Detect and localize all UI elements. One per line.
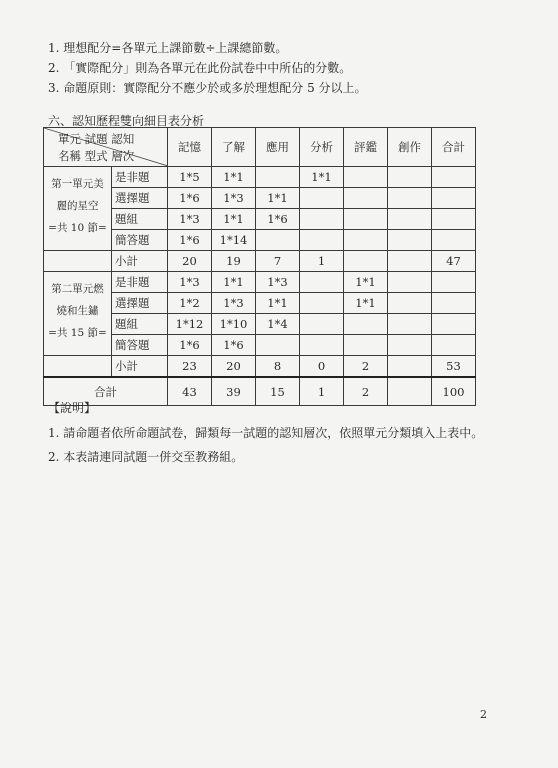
value-cell	[300, 335, 344, 356]
value-cell: 1	[300, 251, 344, 272]
unit-name-line: 麗的星空	[56, 200, 99, 212]
value-cell: 20	[212, 356, 256, 378]
value-cell: 47	[432, 251, 476, 272]
value-cell: 19	[212, 251, 256, 272]
value-cell	[388, 188, 432, 209]
value-cell: 1*6	[212, 335, 256, 356]
question-type-cell: 是非題	[112, 272, 168, 293]
question-type-cell: 小計	[112, 251, 168, 272]
value-cell: 1*6	[256, 209, 300, 230]
value-cell: 1*1	[344, 293, 388, 314]
value-cell	[432, 272, 476, 293]
subtotal-row	[44, 356, 476, 378]
value-cell	[300, 293, 344, 314]
value-cell: 1*1	[212, 209, 256, 230]
header-corner-top: 單元 試題 認知	[58, 132, 135, 146]
question-type-cell: 小計	[112, 356, 168, 378]
blank-cell	[44, 251, 112, 272]
value-cell	[344, 314, 388, 335]
value-cell: 1*14	[212, 230, 256, 251]
blank-cell	[44, 356, 112, 378]
section-title: 六、認知歷程雙向細目表分析	[48, 114, 205, 128]
value-cell	[256, 335, 300, 356]
column-header: 評鑑	[344, 128, 388, 167]
value-cell	[344, 188, 388, 209]
unit-name-line: =共 15 節=	[48, 327, 107, 339]
value-cell: 1*10	[212, 314, 256, 335]
value-cell: 2	[344, 356, 388, 378]
column-header: 記憶	[168, 128, 212, 167]
value-cell	[300, 230, 344, 251]
notes-list	[48, 38, 367, 98]
value-cell: 1*1	[212, 272, 256, 293]
cognitive-analysis-table	[43, 127, 476, 406]
total-cell	[388, 377, 432, 406]
value-cell	[344, 251, 388, 272]
value-cell	[388, 335, 432, 356]
subtotal-row	[44, 251, 476, 272]
question-type-cell: 是非題	[112, 167, 168, 188]
value-cell	[388, 251, 432, 272]
value-cell	[388, 293, 432, 314]
value-cell	[388, 272, 432, 293]
value-cell	[388, 314, 432, 335]
page-number: 2	[480, 708, 487, 721]
table-row	[44, 167, 476, 188]
total-row	[44, 377, 476, 406]
value-cell	[432, 209, 476, 230]
value-cell	[300, 188, 344, 209]
value-cell	[432, 293, 476, 314]
unit-name-line: =共 10 節=	[48, 222, 107, 234]
value-cell	[432, 335, 476, 356]
note-item: 3. 命題原則：實際配分不應少於或多於理想配分 5 分以上。	[48, 81, 367, 95]
value-cell: 23	[168, 356, 212, 378]
total-cell: 100	[432, 377, 476, 406]
value-cell	[256, 167, 300, 188]
value-cell	[432, 188, 476, 209]
value-cell: 1*3	[212, 188, 256, 209]
value-cell	[344, 230, 388, 251]
value-cell: 1*12	[168, 314, 212, 335]
question-type-cell: 題組	[112, 209, 168, 230]
unit-name-line: 燒和生鏽	[56, 305, 99, 317]
value-cell	[432, 230, 476, 251]
total-cell: 39	[212, 377, 256, 406]
value-cell: 1*4	[256, 314, 300, 335]
question-type-cell: 簡答題	[112, 335, 168, 356]
value-cell	[256, 230, 300, 251]
explain-item: 1. 請命題者依所命題試卷，歸類每一試題的認知層次，依照單元分類填入上表中。	[48, 426, 484, 440]
value-cell: 0	[300, 356, 344, 378]
value-cell	[344, 335, 388, 356]
value-cell: 1*3	[168, 209, 212, 230]
question-type-cell: 選擇題	[112, 293, 168, 314]
value-cell: 1*3	[212, 293, 256, 314]
column-header: 分析	[300, 128, 344, 167]
value-cell	[344, 167, 388, 188]
total-cell: 43	[168, 377, 212, 406]
value-cell: 1*2	[168, 293, 212, 314]
value-cell	[388, 167, 432, 188]
total-cell: 2	[344, 377, 388, 406]
total-cell: 1	[300, 377, 344, 406]
value-cell	[300, 209, 344, 230]
value-cell	[432, 167, 476, 188]
value-cell: 1*3	[256, 272, 300, 293]
explain-list	[48, 426, 508, 474]
value-cell: 1*1	[212, 167, 256, 188]
value-cell: 20	[168, 251, 212, 272]
value-cell: 1*1	[256, 188, 300, 209]
header-row	[44, 128, 476, 167]
question-type-cell: 簡答題	[112, 230, 168, 251]
value-cell	[388, 209, 432, 230]
note-item: 2. 「實際配分」則為各單元在此份試卷中中所佔的分數。	[48, 61, 352, 75]
explain-title: 【說明】	[48, 401, 97, 415]
unit-name-cell	[44, 272, 112, 356]
unit-name-line: 第一單元美	[51, 178, 104, 190]
unit-name-cell	[44, 167, 112, 251]
value-cell: 8	[256, 356, 300, 378]
question-type-cell: 題組	[112, 314, 168, 335]
value-cell: 53	[432, 356, 476, 378]
value-cell: 1*6	[168, 230, 212, 251]
column-header: 應用	[256, 128, 300, 167]
value-cell	[300, 272, 344, 293]
value-cell	[300, 314, 344, 335]
value-cell	[344, 209, 388, 230]
header-corner-cell	[44, 128, 168, 167]
header-corner-bottom: 名稱 型式 層次	[58, 149, 135, 163]
question-type-cell: 選擇題	[112, 188, 168, 209]
value-cell: 1*5	[168, 167, 212, 188]
value-cell: 1*6	[168, 335, 212, 356]
value-cell: 1*1	[256, 293, 300, 314]
value-cell	[432, 314, 476, 335]
note-item: 1. 理想配分=各單元上課節數÷上課總節數。	[48, 41, 288, 55]
column-header: 了解	[212, 128, 256, 167]
value-cell	[388, 230, 432, 251]
explain-item: 2. 本表請連同試題一併交至教務組。	[48, 450, 244, 464]
value-cell: 1*1	[344, 272, 388, 293]
table-row	[44, 272, 476, 293]
table-body	[44, 167, 476, 378]
value-cell	[388, 356, 432, 378]
value-cell: 7	[256, 251, 300, 272]
value-cell: 1*3	[168, 272, 212, 293]
column-header: 創作	[388, 128, 432, 167]
column-header: 合計	[432, 128, 476, 167]
total-label: 合計	[44, 377, 168, 406]
value-cell: 1*6	[168, 188, 212, 209]
value-cell: 1*1	[300, 167, 344, 188]
total-cell: 15	[256, 377, 300, 406]
unit-name-line: 第二單元燃	[51, 283, 104, 295]
